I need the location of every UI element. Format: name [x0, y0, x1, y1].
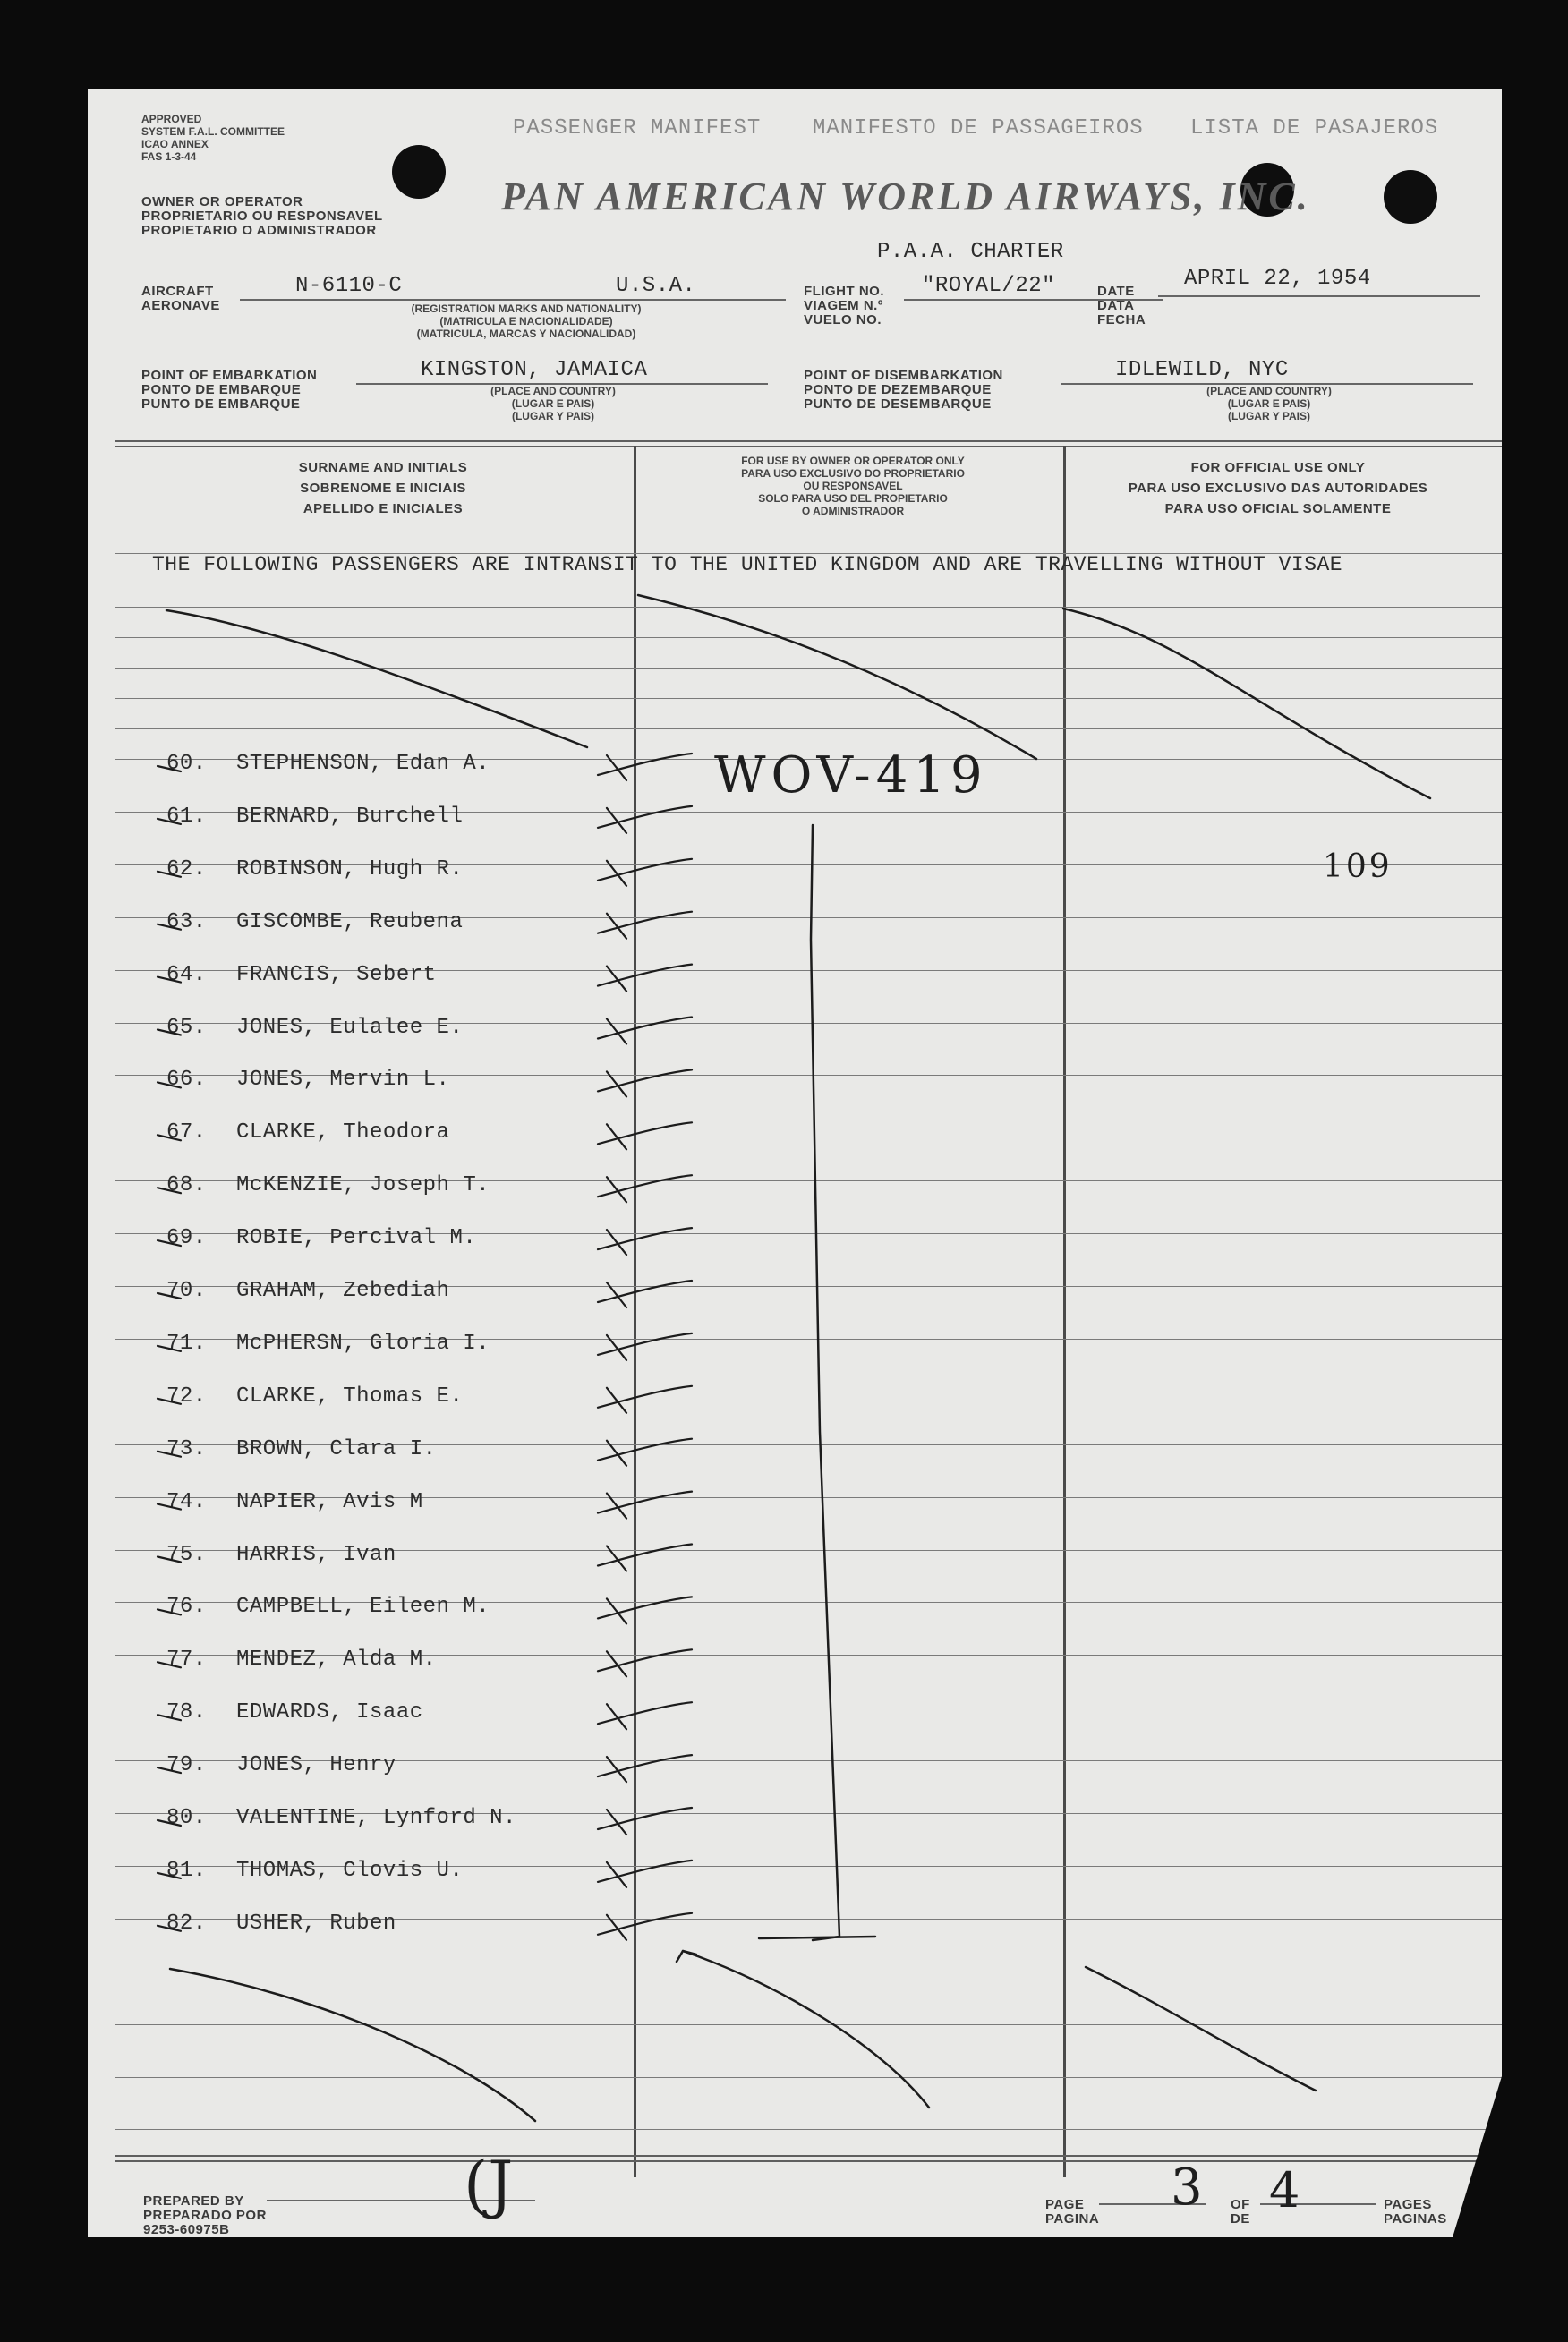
passenger-number: 60. [166, 752, 207, 776]
check-dash [158, 1926, 181, 1931]
transit-note: THE FOLLOWING PASSENGERS ARE INTRANSIT TO THE UNITED KINGDOM AND ARE TRAVELLING WITHOUT VISAE [152, 553, 1343, 576]
check-mark [598, 912, 692, 939]
check-mark [598, 1861, 692, 1887]
strike-stroke [638, 595, 1036, 759]
column-header-line: PARA USO EXCLUSIVO DAS AUTORIDADES [1128, 481, 1428, 496]
passenger-name: FRANCIS, Sebert [236, 962, 437, 987]
strike-stroke [1086, 1967, 1316, 2091]
page-label-line: PAGINA [1045, 2211, 1100, 2227]
check-mark [598, 1439, 692, 1466]
check-mark [598, 1281, 692, 1307]
passenger-name: JONES, Eulalee E. [236, 1015, 464, 1040]
check-mark [598, 1228, 692, 1255]
check-mark [598, 859, 692, 886]
passenger-name: ROBIE, Percival M. [236, 1226, 477, 1251]
handwritten-code: WOV-419 [714, 746, 988, 805]
embarkation-label-line: PUNTO DE EMBARQUE [141, 396, 301, 412]
check-mark [598, 1069, 692, 1096]
passenger-name: McPHERSN, Gloria I. [236, 1331, 490, 1356]
date-label-line: DATA [1097, 298, 1135, 313]
place-note-line: (LUGAR E PAIS) [511, 397, 595, 410]
passenger-number: 78. [166, 1700, 207, 1725]
arrow-tick [677, 1951, 696, 1962]
date-label-line: DATE [1097, 284, 1135, 299]
check-mark [598, 1386, 692, 1413]
column-header-line: FOR USE BY OWNER OR OPERATOR ONLY [741, 455, 965, 467]
passenger-name: GISCOMBE, Reubena [236, 909, 464, 934]
approval-line: ICAO ANNEX [141, 138, 209, 150]
passenger-number: 61. [166, 804, 207, 829]
flight-label-line: VIAGEM N.º [804, 298, 883, 313]
title-es: LISTA DE PASAJEROS [1190, 116, 1439, 141]
passenger-name: BROWN, Clara I. [236, 1436, 437, 1461]
passenger-number: 68. [166, 1173, 207, 1198]
column-header-line: SOBRENOME E INICIAIS [300, 481, 466, 496]
flight-number: "ROYAL/22" [922, 274, 1056, 298]
place-note-line: (LUGAR E PAIS) [1227, 397, 1311, 410]
title-pt: MANIFESTO DE PASSAGEIROS [813, 116, 1144, 141]
place-note-line: (LUGAR Y PAIS) [1227, 410, 1310, 422]
aircraft-registration: N-6110-C [295, 274, 403, 298]
passenger-number: 62. [166, 856, 207, 881]
pages-label-line: PAGINAS [1384, 2211, 1447, 2227]
check-mark [598, 1333, 692, 1360]
strike-stroke [166, 610, 587, 747]
passenger-number: 63. [166, 909, 207, 934]
passenger-number: 74. [166, 1489, 207, 1514]
check-mark [598, 806, 692, 833]
passenger-number: 73. [166, 1436, 207, 1461]
passenger-number: 66. [166, 1068, 207, 1093]
handwritten-total-pages: 4 [1269, 2162, 1300, 2219]
passenger-name: NAPIER, Avis M [236, 1489, 423, 1514]
disembarkation-label-line: PUNTO DE DESEMBARQUE [804, 396, 992, 412]
check-dash [158, 1715, 181, 1720]
check-mark [598, 754, 692, 780]
passenger-name: MENDEZ, Alda M. [236, 1648, 437, 1673]
date-label-line: FECHA [1097, 312, 1146, 328]
passenger-number: 65. [166, 1015, 207, 1040]
check-mark [598, 1755, 692, 1782]
column-header-line: APELLIDO E INICIALES [303, 501, 464, 516]
passenger-name: JONES, Henry [236, 1753, 396, 1778]
owner-label-line: PROPRIETARIO OU RESPONSAVEL [141, 209, 383, 224]
column-header-line: SURNAME AND INITIALS [298, 460, 468, 475]
passenger-number: 80. [166, 1806, 207, 1830]
flight-label-line: FLIGHT NO. [804, 284, 884, 299]
passenger-name: EDWARDS, Isaac [236, 1700, 423, 1725]
check-dash [158, 1082, 181, 1087]
check-dash [158, 1452, 181, 1457]
check-mark [598, 1175, 692, 1202]
check-dash [158, 1873, 181, 1878]
column-header-line: SOLO PARA USO DEL PROPIETARIO [758, 492, 948, 505]
handwritten-initials: (J [464, 2148, 514, 2221]
column-header-line: PARA USO EXCLUSIVO DO PROPRIETARIO [741, 467, 965, 480]
owner-label-line: PROPIETARIO O ADMINISTRADOR [141, 223, 377, 238]
check-dash [158, 1240, 181, 1246]
disembarkation-point: IDLEWILD, NYC [1115, 358, 1289, 382]
check-dash [158, 1399, 181, 1404]
passenger-name: HARRIS, Ivan [236, 1542, 396, 1567]
check-dash [158, 1767, 181, 1773]
check-dash [158, 1188, 181, 1193]
ditto-line [811, 825, 839, 1940]
check-dash [158, 1504, 181, 1510]
company-name: PAN AMERICAN WORLD AIRWAYS, INC. [501, 175, 1310, 218]
column-header-line: O ADMINISTRADOR [801, 505, 905, 517]
disembarkation-label-line: POINT OF DISEMBARKATION [804, 368, 1003, 383]
column-header-line: OU RESPONSAVEL [803, 480, 903, 492]
place-note-line: (PLACE AND COUNTRY) [1206, 385, 1332, 397]
check-dash [158, 1820, 181, 1826]
passenger-name: BERNARD, Burchell [236, 804, 464, 829]
of-label-line: OF [1231, 2197, 1250, 2212]
registration-note-line: (REGISTRATION MARKS AND NATIONALITY) [411, 302, 642, 315]
column-header-line: FOR OFFICIAL USE ONLY [1190, 460, 1366, 475]
registration-note-line: (MATRICULA E NACIONALIDADE) [439, 315, 613, 328]
passenger-number: 69. [166, 1226, 207, 1251]
flight-label-line: VUELO NO. [804, 312, 882, 328]
check-mark [598, 1018, 692, 1044]
aircraft-label-line: AIRCRAFT [141, 284, 214, 299]
of-label-line: DE [1231, 2211, 1250, 2227]
passenger-number: 72. [166, 1384, 207, 1409]
passenger-number: 82. [166, 1911, 207, 1936]
ditto-line-end [759, 1937, 875, 1938]
manifest-sheet [88, 89, 1502, 2237]
strike-stroke [1063, 609, 1430, 798]
check-mark [598, 1545, 692, 1571]
check-mark [598, 1702, 692, 1729]
embarkation-point: KINGSTON, JAMAICA [421, 358, 648, 382]
registration-note-line: (MATRICULA, MARCAS Y NACIONALIDAD) [416, 328, 636, 340]
approval-line: FAS 1-3-44 [141, 150, 197, 163]
passenger-name: GRAHAM, Zebediah [236, 1279, 450, 1303]
passenger-number: 75. [166, 1542, 207, 1567]
passenger-name: THOMAS, Clovis U. [236, 1858, 464, 1883]
check-mark [598, 1597, 692, 1623]
approval-line: SYSTEM F.A.L. COMMITTEE [141, 125, 285, 138]
form-number: 9253-60975B [143, 2222, 230, 2237]
check-dash [158, 1293, 181, 1299]
prepared-label-line: PREPARED BY [143, 2193, 244, 2209]
passenger-name: JONES, Mervin L. [236, 1068, 450, 1093]
passenger-name: VALENTINE, Lynford N. [236, 1806, 516, 1830]
handwritten-page-number: 3 [1171, 2159, 1203, 2217]
passenger-name: CLARKE, Thomas E. [236, 1384, 464, 1409]
passenger-number: 77. [166, 1648, 207, 1673]
check-mark [598, 1649, 692, 1676]
flight-date: APRIL 22, 1954 [1184, 267, 1371, 291]
passenger-name: USHER, Ruben [236, 1911, 396, 1936]
disembarkation-label-line: PONTO DE DEZEMBARQUE [804, 382, 992, 397]
passenger-name: ROBINSON, Hugh R. [236, 856, 464, 881]
embarkation-label-line: POINT OF EMBARKATION [141, 368, 318, 383]
check-dash [158, 819, 181, 824]
check-mark [598, 1492, 692, 1519]
check-mark [598, 1808, 692, 1835]
strike-stroke [170, 1969, 535, 2121]
passenger-number: 64. [166, 962, 207, 987]
passenger-number: 71. [166, 1331, 207, 1356]
passenger-name: CLARKE, Theodora [236, 1120, 450, 1145]
passenger-number: 76. [166, 1595, 207, 1620]
passenger-number: 81. [166, 1858, 207, 1883]
column-header-line: PARA USO OFICIAL SOLAMENTE [1164, 501, 1392, 516]
check-dash [158, 1346, 181, 1351]
check-dash [158, 1030, 181, 1035]
owner-label-line: OWNER OR OPERATOR [141, 194, 303, 209]
check-mark [598, 965, 692, 992]
prepared-label-line: PREPARADO POR [143, 2208, 267, 2223]
passenger-name: McKENZIE, Joseph T. [236, 1173, 490, 1198]
passenger-number: 70. [166, 1279, 207, 1303]
page-label-line: PAGE [1045, 2197, 1085, 2212]
passenger-name: CAMPBELL, Eileen M. [236, 1595, 490, 1620]
check-mark [598, 1122, 692, 1149]
strike-stroke [683, 1951, 929, 2108]
passenger-number: 79. [166, 1753, 207, 1778]
pages-label-line: PAGES [1384, 2197, 1432, 2212]
place-note-line: (PLACE AND COUNTRY) [490, 385, 616, 397]
check-dash [158, 1662, 181, 1667]
check-dash [158, 1135, 181, 1140]
title-en: PASSENGER MANIFEST [513, 116, 762, 141]
aircraft-label-line: AERONAVE [141, 298, 220, 313]
torn-corner [1453, 2076, 1502, 2237]
place-note-line: (LUGAR Y PAIS) [511, 410, 594, 422]
passenger-name: STEPHENSON, Edan A. [236, 752, 490, 776]
check-dash [158, 977, 181, 983]
check-dash [158, 766, 181, 771]
check-dash [158, 1609, 181, 1614]
pen-strokes [88, 89, 1502, 2237]
handwritten-official-number: 109 [1323, 848, 1393, 885]
check-dash [158, 872, 181, 877]
passenger-number: 67. [166, 1120, 207, 1145]
embarkation-label-line: PONTO DE EMBARQUE [141, 382, 302, 397]
check-dash [158, 924, 181, 930]
check-dash [158, 1557, 181, 1563]
approval-line: APPROVED [141, 113, 202, 125]
aircraft-country: U.S.A. [616, 274, 696, 298]
check-mark [598, 1913, 692, 1940]
charter-label: P.A.A. CHARTER [877, 240, 1064, 264]
